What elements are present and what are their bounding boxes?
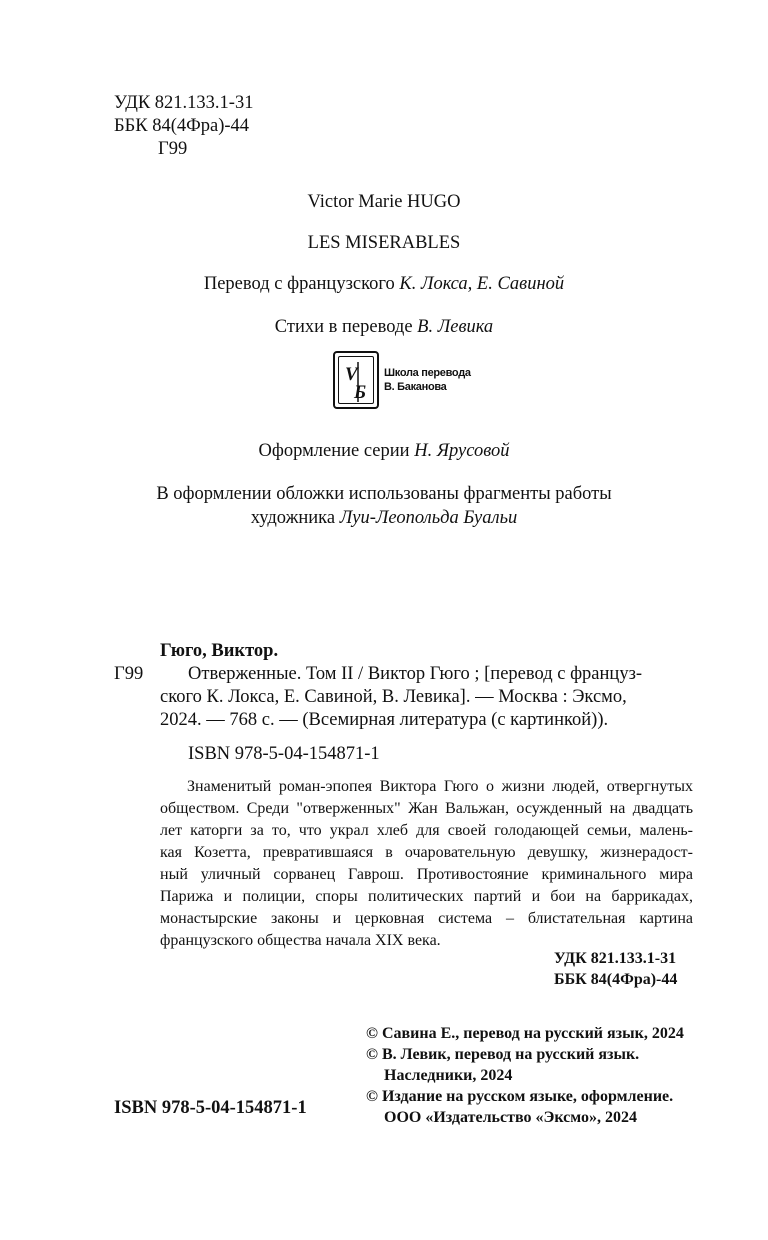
translation-credit (0, 273, 768, 296)
annotation-line: монастырские законы и церковная система – блистательная картина (160, 910, 693, 927)
bottom-udk-code: УДК 821.133.1-31 (554, 950, 677, 967)
bottom-bbk-code: ББК 84(4Фра)-44 (554, 971, 678, 988)
poems-credit (0, 316, 768, 339)
cover-note-prefix: художника (250, 508, 336, 528)
catalog-line1: Отверженные. Том II / Виктор Гюго ; [перевод с француз- (188, 664, 643, 684)
translation-prefix: Перевод с французского (203, 274, 395, 294)
cover-note-line2 (0, 507, 768, 530)
copyright-line: © Издание на русском языке, оформление. (366, 1088, 674, 1105)
series-design-credit (0, 440, 768, 463)
annotation-line: Знаменитый роман-эпопея Виктора Гюго о жизни людей, отвергнутых (187, 778, 693, 795)
cover-note-line1: В оформлении обложки использованы фрагменты работы (156, 484, 612, 504)
catalog-mark: Г99 (114, 664, 144, 684)
annotation-line: Парижа и полиции, споры политических партий и бои на баррикадах, (160, 888, 693, 905)
cover-artist: Луи-Леопольда Буальи (339, 508, 518, 528)
vb-monogram-icon (340, 358, 376, 406)
copyright-line: ООО «Издательство «Эксмо», 2024 (384, 1109, 637, 1126)
catalog-line2: ского К. Локса, Е. Савиной, В. Левика]. — Москва : Эксмо, (160, 687, 627, 707)
svg-text:V: V (345, 364, 358, 385)
logo-text (384, 366, 471, 394)
svg-text:Б: Б (354, 382, 367, 403)
series-designer: Н. Ярусовой (414, 441, 510, 461)
original-title: LES MISERABLES (307, 233, 461, 253)
poems-prefix: Стихи в переводе (274, 317, 413, 337)
translators: К. Локса, Е. Савиной (399, 274, 565, 294)
catalog-line3: 2024. — 768 с. — (Всемирная литература (с картинкой)). (160, 710, 609, 730)
annotation-line: кая Козетта, превратившаяся в очаровательную девушку, жизнерадост- (160, 844, 693, 861)
catalog-isbn: ISBN 978-5-04-154871-1 (188, 744, 380, 764)
annotation-line: лет каторги за то, что украл хлеб для своей голодающей семьи, малень- (160, 822, 693, 839)
series-design-prefix: Оформление серии (258, 441, 410, 461)
annotation-line: ный уличный сорванец Гаврош. Противостояние криминального мира (160, 866, 693, 883)
logo-line1: Школа перевода (384, 367, 471, 379)
copyright-line: © В. Левик, перевод на русский язык. (366, 1046, 640, 1063)
copyright-line: Наследники, 2024 (384, 1067, 513, 1084)
translation-school-logo (333, 351, 379, 409)
catalog-heading: Гюго, Виктор. (160, 641, 279, 661)
original-author: Victor Marie HUGO (307, 192, 461, 212)
udk-code: УДК 821.133.1-31 (114, 93, 254, 113)
annotation-line: обществом. Среди "отверженных" Жан Вальжан, осужденный на двадцать (160, 800, 693, 817)
bbk-code: ББК 84(4Фра)-44 (114, 116, 250, 136)
isbn-footer: ISBN 978-5-04-154871-1 (114, 1098, 307, 1118)
author-mark: Г99 (158, 139, 188, 159)
logo-line2: В. Баканова (384, 381, 447, 393)
copyright-line: © Савина Е., перевод на русский язык, 2024 (366, 1025, 684, 1042)
poems-translator: В. Левика (417, 317, 494, 337)
annotation-line: французского общества начала XIX века. (160, 932, 441, 949)
logo-frame (338, 356, 374, 404)
